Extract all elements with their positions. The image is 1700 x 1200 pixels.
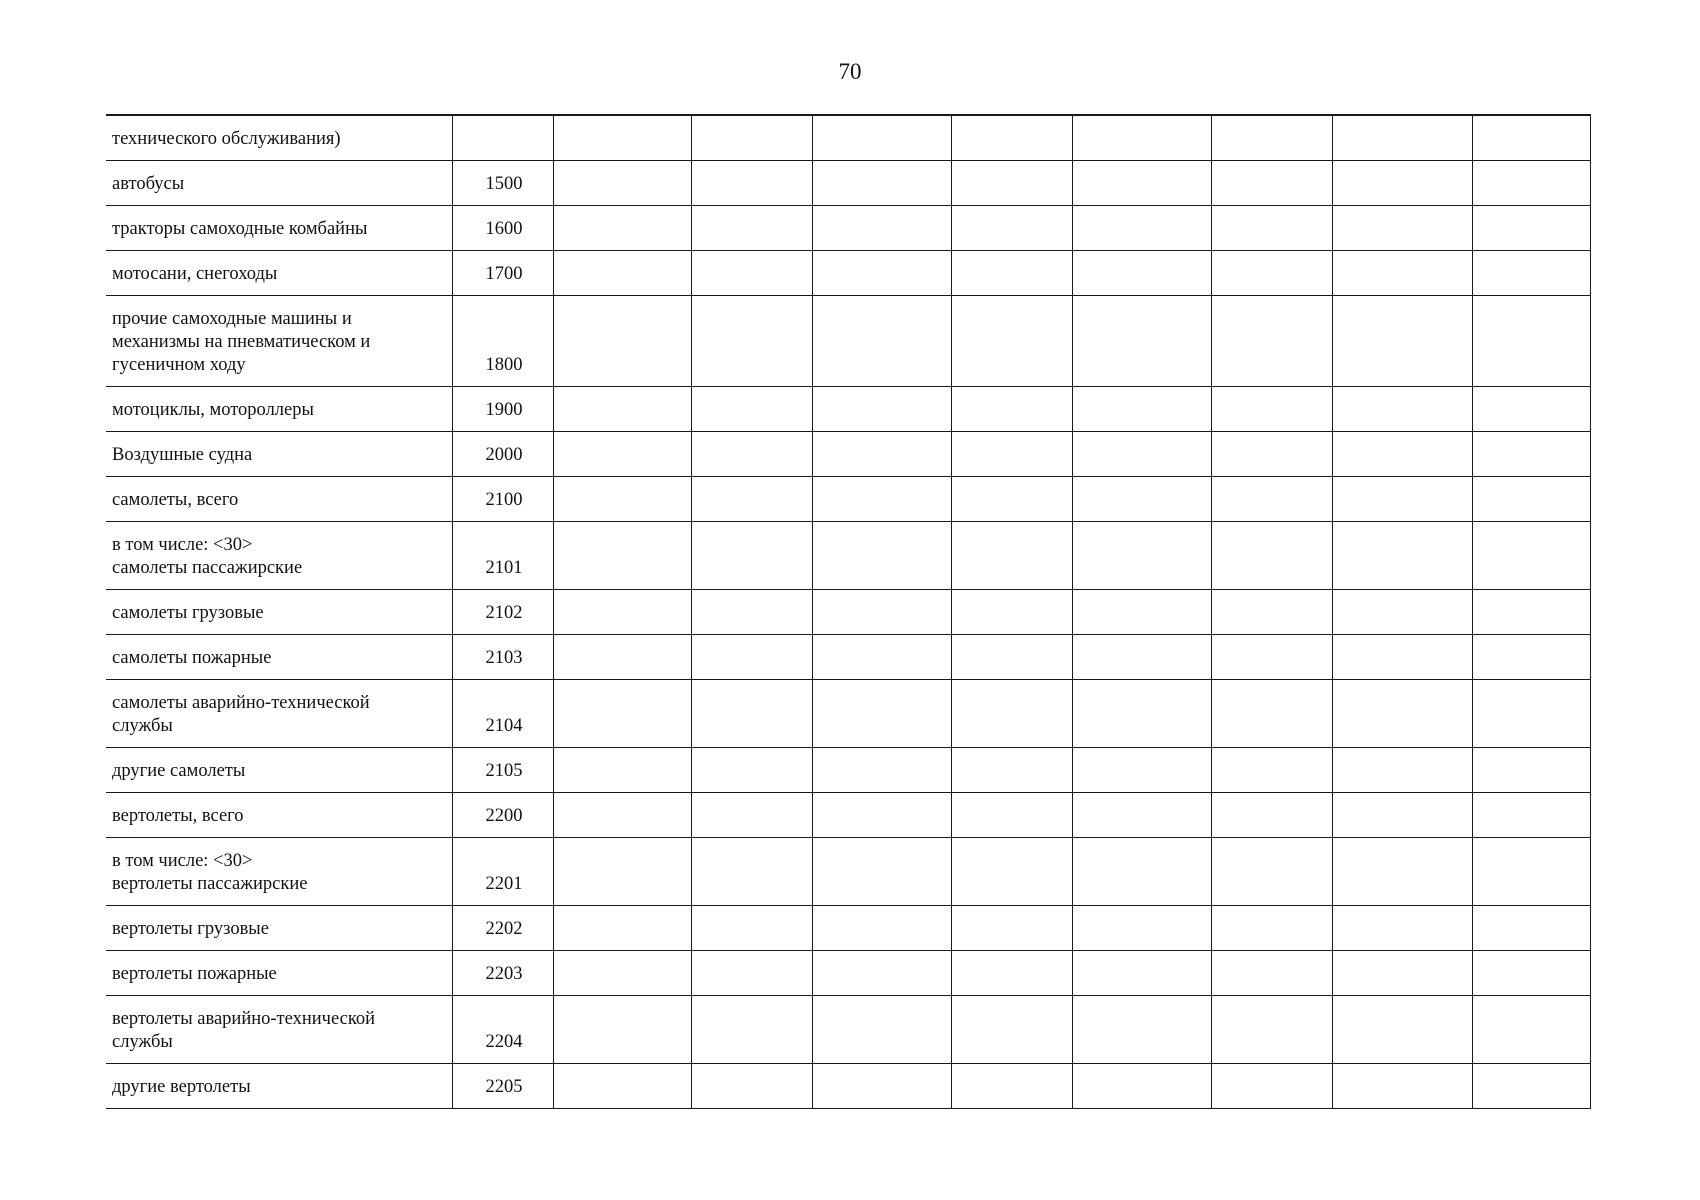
table-row <box>106 905 1590 950</box>
empty-cell <box>1472 589 1590 634</box>
empty-cell <box>951 837 1072 905</box>
empty-cell <box>1072 521 1211 589</box>
empty-cell <box>1072 792 1211 837</box>
table-row <box>106 589 1590 634</box>
empty-cell <box>1211 589 1332 634</box>
empty-cell <box>1211 295 1332 386</box>
row-label: Воздушные судна <box>106 431 452 476</box>
empty-cell <box>553 589 691 634</box>
row-code: 2201 <box>452 837 553 905</box>
empty-cell <box>1332 476 1472 521</box>
table-row <box>106 634 1590 679</box>
empty-cell <box>812 995 951 1063</box>
empty-cell <box>553 679 691 747</box>
empty-cell <box>1472 905 1590 950</box>
empty-cell <box>951 250 1072 295</box>
empty-cell <box>1211 160 1332 205</box>
row-label: другие вертолеты <box>106 1063 452 1108</box>
empty-cell <box>691 589 812 634</box>
row-label: другие самолеты <box>106 747 452 792</box>
empty-cell <box>812 837 951 905</box>
empty-cell <box>1332 1063 1472 1108</box>
empty-cell <box>1072 205 1211 250</box>
empty-cell <box>1472 950 1590 995</box>
empty-cell <box>1472 431 1590 476</box>
empty-cell <box>691 837 812 905</box>
empty-cell <box>1472 160 1590 205</box>
row-code: 2200 <box>452 792 553 837</box>
empty-cell <box>812 679 951 747</box>
row-code: 2000 <box>452 431 553 476</box>
empty-cell <box>1211 679 1332 747</box>
empty-cell <box>951 950 1072 995</box>
row-code: 2102 <box>452 589 553 634</box>
empty-cell <box>1072 950 1211 995</box>
empty-cell <box>812 521 951 589</box>
row-label: тракторы самоходные комбайны <box>106 205 452 250</box>
row-code: 2104 <box>452 679 553 747</box>
empty-cell <box>1072 589 1211 634</box>
empty-cell <box>1472 476 1590 521</box>
empty-cell <box>553 250 691 295</box>
empty-cell <box>691 115 812 160</box>
empty-cell <box>812 476 951 521</box>
empty-cell <box>1472 837 1590 905</box>
empty-cell <box>1472 634 1590 679</box>
empty-cell <box>812 792 951 837</box>
empty-cell <box>1332 679 1472 747</box>
empty-cell <box>1211 950 1332 995</box>
table-row <box>106 386 1590 431</box>
row-label: мотоциклы, мотороллеры <box>106 386 452 431</box>
row-label: вертолеты аварийно-технической службы <box>106 995 452 1063</box>
empty-cell <box>1332 950 1472 995</box>
empty-cell <box>1332 589 1472 634</box>
empty-cell <box>1332 250 1472 295</box>
empty-cell <box>1472 521 1590 589</box>
empty-cell <box>951 1063 1072 1108</box>
row-label: прочие самоходные машины и механизмы на пневматическом и гусеничном ходу <box>106 295 452 386</box>
empty-cell <box>553 950 691 995</box>
row-code: 2203 <box>452 950 553 995</box>
empty-cell <box>553 837 691 905</box>
empty-cell <box>951 295 1072 386</box>
row-code: 1700 <box>452 250 553 295</box>
empty-cell <box>1472 747 1590 792</box>
empty-cell <box>812 386 951 431</box>
table-row <box>106 679 1590 747</box>
row-code: 1600 <box>452 205 553 250</box>
empty-cell <box>553 205 691 250</box>
row-code: 2204 <box>452 995 553 1063</box>
empty-cell <box>1072 431 1211 476</box>
empty-cell <box>1472 995 1590 1063</box>
empty-cell <box>1072 995 1211 1063</box>
empty-cell <box>812 115 951 160</box>
empty-cell <box>691 950 812 995</box>
empty-cell <box>553 476 691 521</box>
empty-cell <box>951 747 1072 792</box>
empty-cell <box>951 431 1072 476</box>
empty-cell <box>951 995 1072 1063</box>
table-row <box>106 160 1590 205</box>
empty-cell <box>691 747 812 792</box>
empty-cell <box>553 295 691 386</box>
empty-cell <box>1072 747 1211 792</box>
empty-cell <box>1472 1063 1590 1108</box>
empty-cell <box>1472 205 1590 250</box>
empty-cell <box>951 521 1072 589</box>
empty-cell <box>1211 431 1332 476</box>
empty-cell <box>812 747 951 792</box>
empty-cell <box>1072 905 1211 950</box>
empty-cell <box>1072 386 1211 431</box>
row-label: вертолеты грузовые <box>106 905 452 950</box>
empty-cell <box>951 386 1072 431</box>
empty-cell <box>1072 115 1211 160</box>
row-label: вертолеты, всего <box>106 792 452 837</box>
page-number: 70 <box>838 59 862 84</box>
empty-cell <box>691 521 812 589</box>
empty-cell <box>691 431 812 476</box>
empty-cell <box>951 589 1072 634</box>
empty-cell <box>1072 476 1211 521</box>
empty-cell <box>1211 476 1332 521</box>
table-body <box>106 115 1590 1108</box>
empty-cell <box>553 1063 691 1108</box>
empty-cell <box>1211 1063 1332 1108</box>
table-row <box>106 431 1590 476</box>
empty-cell <box>553 115 691 160</box>
empty-cell <box>1332 115 1472 160</box>
empty-cell <box>812 1063 951 1108</box>
empty-cell <box>1072 295 1211 386</box>
empty-cell <box>1472 386 1590 431</box>
row-code: 2105 <box>452 747 553 792</box>
empty-cell <box>951 115 1072 160</box>
row-label: технического обслуживания) <box>106 115 452 160</box>
empty-cell <box>691 386 812 431</box>
empty-cell <box>812 950 951 995</box>
empty-cell <box>1072 837 1211 905</box>
row-code: 2101 <box>452 521 553 589</box>
empty-cell <box>1332 386 1472 431</box>
row-label: самолеты, всего <box>106 476 452 521</box>
table-row <box>106 995 1590 1063</box>
empty-cell <box>1072 679 1211 747</box>
empty-cell <box>553 792 691 837</box>
empty-cell <box>553 521 691 589</box>
empty-cell <box>691 905 812 950</box>
empty-cell <box>812 205 951 250</box>
row-code: 2205 <box>452 1063 553 1108</box>
empty-cell <box>1211 792 1332 837</box>
table-row <box>106 115 1590 160</box>
empty-cell <box>1332 160 1472 205</box>
empty-cell <box>1072 250 1211 295</box>
empty-cell <box>1211 905 1332 950</box>
empty-cell <box>1211 521 1332 589</box>
empty-cell <box>691 995 812 1063</box>
empty-cell <box>1211 995 1332 1063</box>
empty-cell <box>1332 995 1472 1063</box>
empty-cell <box>951 160 1072 205</box>
empty-cell <box>553 431 691 476</box>
empty-cell <box>1332 521 1472 589</box>
table-row <box>106 747 1590 792</box>
empty-cell <box>812 634 951 679</box>
empty-cell <box>1211 634 1332 679</box>
empty-cell <box>691 634 812 679</box>
empty-cell <box>1211 837 1332 905</box>
empty-cell <box>812 431 951 476</box>
empty-cell <box>951 792 1072 837</box>
row-code: 2100 <box>452 476 553 521</box>
empty-cell <box>1072 160 1211 205</box>
table-row <box>106 1063 1590 1108</box>
empty-cell <box>553 905 691 950</box>
empty-cell <box>812 295 951 386</box>
empty-cell <box>812 250 951 295</box>
table-row <box>106 521 1590 589</box>
empty-cell <box>691 792 812 837</box>
row-code: 1500 <box>452 160 553 205</box>
row-label: самолеты аварийно-технической службы <box>106 679 452 747</box>
empty-cell <box>1472 115 1590 160</box>
table-row <box>106 792 1590 837</box>
empty-cell <box>691 160 812 205</box>
empty-cell <box>1472 295 1590 386</box>
empty-cell <box>812 589 951 634</box>
empty-cell <box>1332 837 1472 905</box>
empty-cell <box>1072 634 1211 679</box>
empty-cell <box>691 295 812 386</box>
row-label: самолеты пожарные <box>106 634 452 679</box>
empty-cell <box>1332 905 1472 950</box>
empty-cell <box>1472 250 1590 295</box>
empty-cell <box>691 205 812 250</box>
empty-cell <box>553 995 691 1063</box>
empty-cell <box>1211 115 1332 160</box>
empty-cell <box>1211 205 1332 250</box>
empty-cell <box>691 476 812 521</box>
empty-cell <box>1472 792 1590 837</box>
empty-cell <box>1072 1063 1211 1108</box>
empty-cell <box>1332 431 1472 476</box>
vehicle-form-table <box>106 114 1591 1109</box>
empty-cell <box>951 205 1072 250</box>
empty-cell <box>951 634 1072 679</box>
empty-cell <box>553 634 691 679</box>
empty-cell <box>691 679 812 747</box>
table-row <box>106 250 1590 295</box>
row-code: 1900 <box>452 386 553 431</box>
row-code: 2202 <box>452 905 553 950</box>
row-label: в том числе: <30> вертолеты пассажирские <box>106 837 452 905</box>
table-row <box>106 476 1590 521</box>
empty-cell <box>951 679 1072 747</box>
row-code: 1800 <box>452 295 553 386</box>
row-label: самолеты грузовые <box>106 589 452 634</box>
empty-cell <box>1332 792 1472 837</box>
table-row <box>106 950 1590 995</box>
empty-cell <box>1211 386 1332 431</box>
empty-cell <box>1472 679 1590 747</box>
row-label: автобусы <box>106 160 452 205</box>
row-code: 2103 <box>452 634 553 679</box>
empty-cell <box>951 476 1072 521</box>
empty-cell <box>553 160 691 205</box>
row-label: вертолеты пожарные <box>106 950 452 995</box>
empty-cell <box>1332 205 1472 250</box>
empty-cell <box>1332 634 1472 679</box>
empty-cell <box>812 160 951 205</box>
table-row <box>106 205 1590 250</box>
empty-cell <box>951 905 1072 950</box>
empty-cell <box>812 905 951 950</box>
row-code <box>452 115 553 160</box>
empty-cell <box>1332 295 1472 386</box>
empty-cell <box>553 386 691 431</box>
table-row <box>106 295 1590 386</box>
empty-cell <box>1332 747 1472 792</box>
empty-cell <box>553 747 691 792</box>
empty-cell <box>1211 250 1332 295</box>
empty-cell <box>1211 747 1332 792</box>
row-label: мотосани, снегоходы <box>106 250 452 295</box>
table-row <box>106 837 1590 905</box>
empty-cell <box>691 1063 812 1108</box>
row-label: в том числе: <30> самолеты пассажирские <box>106 521 452 589</box>
empty-cell <box>691 250 812 295</box>
